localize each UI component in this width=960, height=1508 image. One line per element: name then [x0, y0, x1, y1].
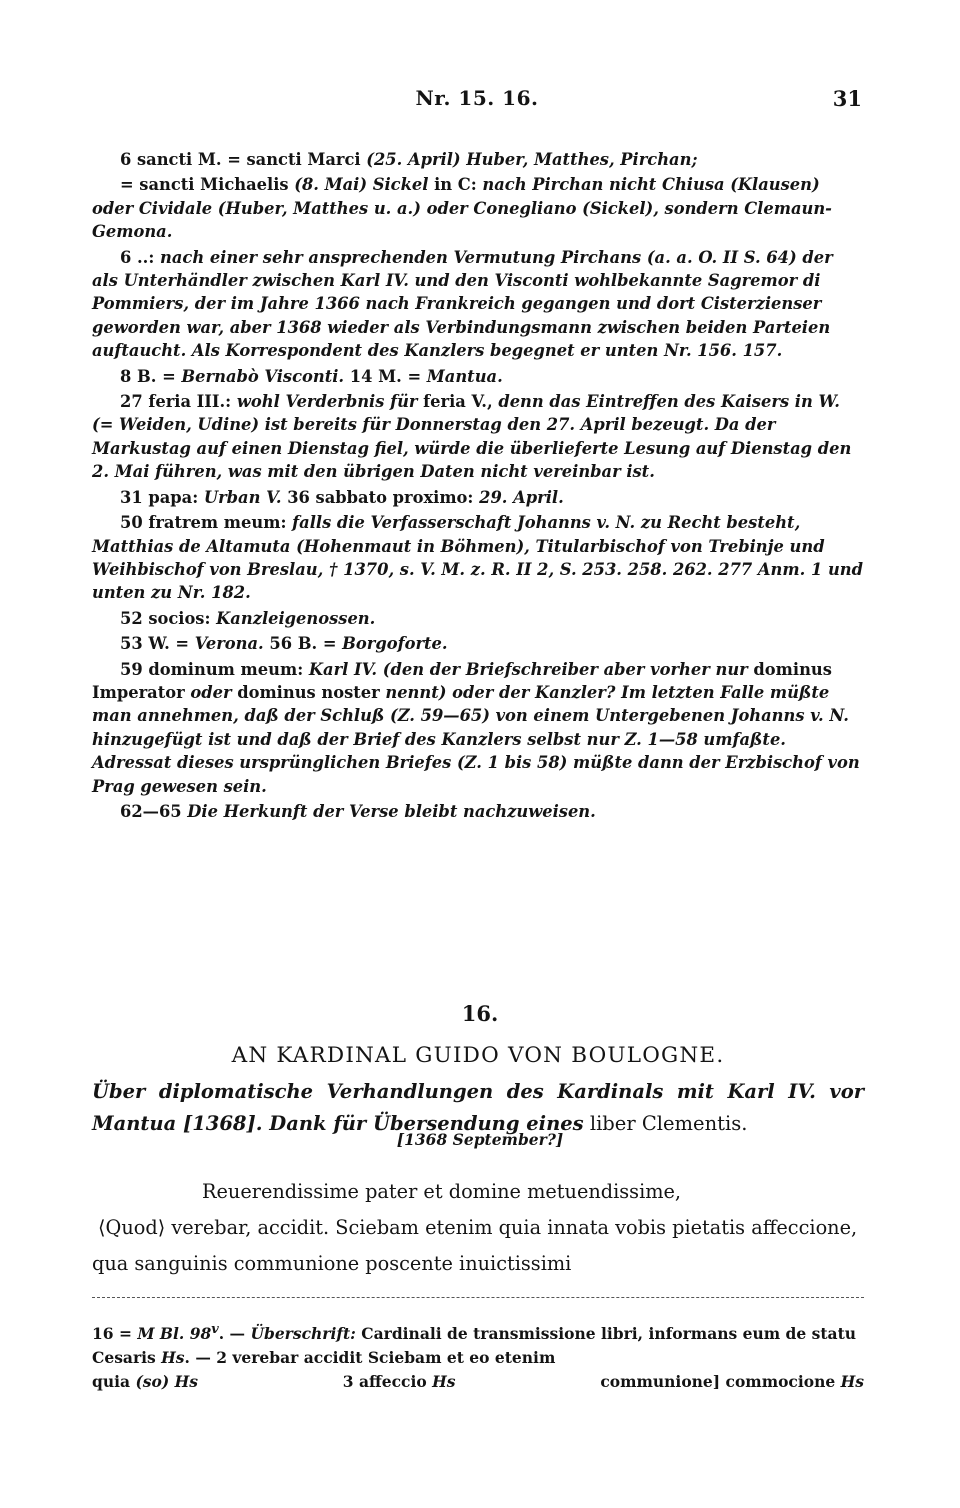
- note-segment: 6 ..:: [120, 247, 161, 267]
- apparatus-siglum: M Bl. 98: [137, 1324, 212, 1344]
- note-8: [92, 607, 864, 630]
- note-segment: 6 sancti M. = sancti Marci: [120, 150, 367, 169]
- note-6: [92, 486, 864, 509]
- footnote-divider: [92, 1297, 864, 1298]
- note-segment: Borgoforte.: [342, 634, 448, 654]
- document-number: 16.: [461, 1001, 499, 1026]
- note-segment: (25. April) Huber, Matthes, Pirchan;: [366, 150, 698, 169]
- note-segment: Urban V.: [203, 487, 282, 507]
- note-10: [92, 658, 864, 798]
- note-segment: Die Herkunft der Verse bleibt nachzuweisen.: [187, 801, 596, 821]
- apparatus-siglum: Hs: [161, 1348, 185, 1368]
- apparatus-text: Cardinali de transmissione libri, informans eum de statu Cesaris: [92, 1324, 857, 1368]
- note-segment: 62—65: [120, 801, 188, 821]
- note-segment: dominus Imperator: [92, 659, 832, 702]
- note-segment: denn das Eintreffen des Kaisers in W. (= Weiden, Udine) ist bereits für Donnerstag den 27. April bezeugt. Da der Markustag auf einen Dienstag fiel, würde die überlieferte Lesung auf Dienstag den 2. Mai führen, was mit den übrigen Daten nicht vereinbar ist.: [92, 392, 852, 482]
- apparatus-text: . — 2 verebar accidit Sciebam et eo etenim: [184, 1348, 556, 1368]
- note-1: [92, 148, 864, 171]
- note-segment: Karl IV. (den der Briefschreiber aber vorher nur: [308, 659, 754, 679]
- apparatus-text: 16 =: [92, 1324, 138, 1344]
- apparatus-label: Überschrift:: [250, 1324, 356, 1344]
- note-segment: 14 M. =: [344, 366, 427, 386]
- note-segment: 27 feria III.:: [120, 392, 237, 412]
- note-segment: 36 sabbato proximo:: [281, 487, 480, 507]
- note-segment: = sancti Michaelis: [120, 175, 295, 195]
- apparatus-text: . —: [218, 1324, 251, 1344]
- commentary-notes: [92, 148, 864, 825]
- note-9: [92, 632, 864, 655]
- note-segment: (8. Mai) Sickel: [294, 175, 429, 195]
- running-head: Nr. 15. 16.: [415, 86, 539, 110]
- note-4: [92, 365, 864, 388]
- apparatus-group: [92, 1370, 198, 1394]
- note-2: [92, 173, 864, 243]
- page-header: [92, 86, 862, 116]
- apparatus-text: communione] commocione: [600, 1372, 841, 1392]
- apparatus-siglum-sup: v: [211, 1322, 219, 1337]
- note-segment: 59 dominum meum:: [120, 659, 309, 679]
- letter-body: ⟨Quod⟩ verebar, accidit. Sciebam etenim quia innata vobis pietatis affeccione, qua sanguinis communione poscente inuictissimi: [92, 1216, 858, 1275]
- note-segment: nach einer sehr ansprechenden Vermutung Pirchans (a. a. O. II S. 64) der als Unterhändler zwischen Karl IV. und den Visconti wohlbekannte Sagremor di Pommiers, der im Jahre 1366 nach Frankreich gegangen und dort Cisterzienser geworden war, aber 1368 wieder als Verbindungsmann zwischen beiden Parteien auftaucht. Als Korrespondent des Kanzlers begegnet er unten Nr. 156. 157.: [92, 247, 833, 361]
- apparatus-group: [343, 1370, 456, 1394]
- note-5: [92, 390, 864, 484]
- note-3: [92, 246, 864, 363]
- page-number: 31: [832, 86, 862, 111]
- note-segment: Kanzleigenossen.: [216, 608, 376, 628]
- apparatus-siglum: (so) Hs: [135, 1372, 198, 1392]
- note-segment: 50 fratrem meum:: [120, 513, 293, 533]
- note-segment: 8 B. =: [120, 366, 182, 386]
- note-segment: in C:: [428, 175, 483, 195]
- document-title: AN KARDINAL GUIDO VON BOULOGNE.: [231, 1043, 725, 1068]
- apparatus-group: [600, 1370, 864, 1394]
- critical-apparatus: [92, 1318, 864, 1394]
- apparatus-siglum: Hs: [432, 1372, 456, 1392]
- note-segment: Mantua.: [426, 366, 503, 386]
- apparatus-text: 3 affeccio: [342, 1372, 433, 1392]
- note-segment: 31 papa:: [120, 487, 204, 507]
- document-date: [1368 September?]: [396, 1130, 564, 1149]
- note-segment: wohl Verderbnis für: [236, 392, 424, 412]
- note-7: [92, 511, 864, 605]
- apparatus-siglum: Hs: [840, 1372, 864, 1392]
- note-segment: falls die Verfasserschaft Johanns v. N. zu Recht besteht, Matthias de Altamuta (Hohenmaut in Böhmen), Titularbischof von Trebinje und Weihbischof von Breslau, † 1370, s. V. M. z. R. II 2, S. 253. 258. 262. 277 Anm. 1 und unten zu Nr. 182.: [92, 513, 864, 603]
- note-segment: Verona.: [194, 634, 264, 654]
- note-segment: 29. April.: [479, 487, 564, 507]
- letter-text: [92, 1174, 864, 1282]
- note-11: [92, 800, 864, 823]
- note-segment: feria V.,: [423, 392, 499, 412]
- note-segment: 53 W. =: [120, 634, 195, 654]
- note-segment: 56 B. =: [263, 634, 343, 654]
- note-segment: dominus noster: [237, 682, 386, 702]
- note-segment: nennt) oder der Kanzler? Im letzten Falle müßte man annehmen, daß der Schluß (Z. 59—65) von einem Untergebenen Johanns v. N. hinzugefügt ist und daß der Brief des Kanzlers selbst nur Z. 1—58 umfaßte. Adressat dieses ursprünglichen Briefes (Z. 1 bis 58) müßte dann der Erzbischof von Prag gewesen sein.: [92, 682, 860, 796]
- regest-roman: liber Clementis.: [583, 1112, 748, 1135]
- salutation: Reuerendissime pater et domine metuendissime,: [202, 1180, 682, 1203]
- regest-italic: Über diplomatische Verhandlungen des Kardinals mit Karl IV. vor Mantua [1368]. Dank für Übersendung eines: [92, 1080, 864, 1135]
- note-segment: Bernabò Visconti.: [181, 366, 345, 386]
- note-segment: 52 socios:: [120, 608, 217, 628]
- apparatus-text: quia: [92, 1372, 136, 1392]
- note-segment: nach Pirchan nicht Chiusa (Klausen) oder Cividale (Huber, Matthes u. a.) oder Conegliano (Sickel), sondern Clemaun-Gemona.: [92, 175, 832, 242]
- apparatus-entry-1: [92, 1318, 864, 1370]
- note-segment: oder: [190, 682, 238, 702]
- apparatus-entry-2: [92, 1370, 864, 1394]
